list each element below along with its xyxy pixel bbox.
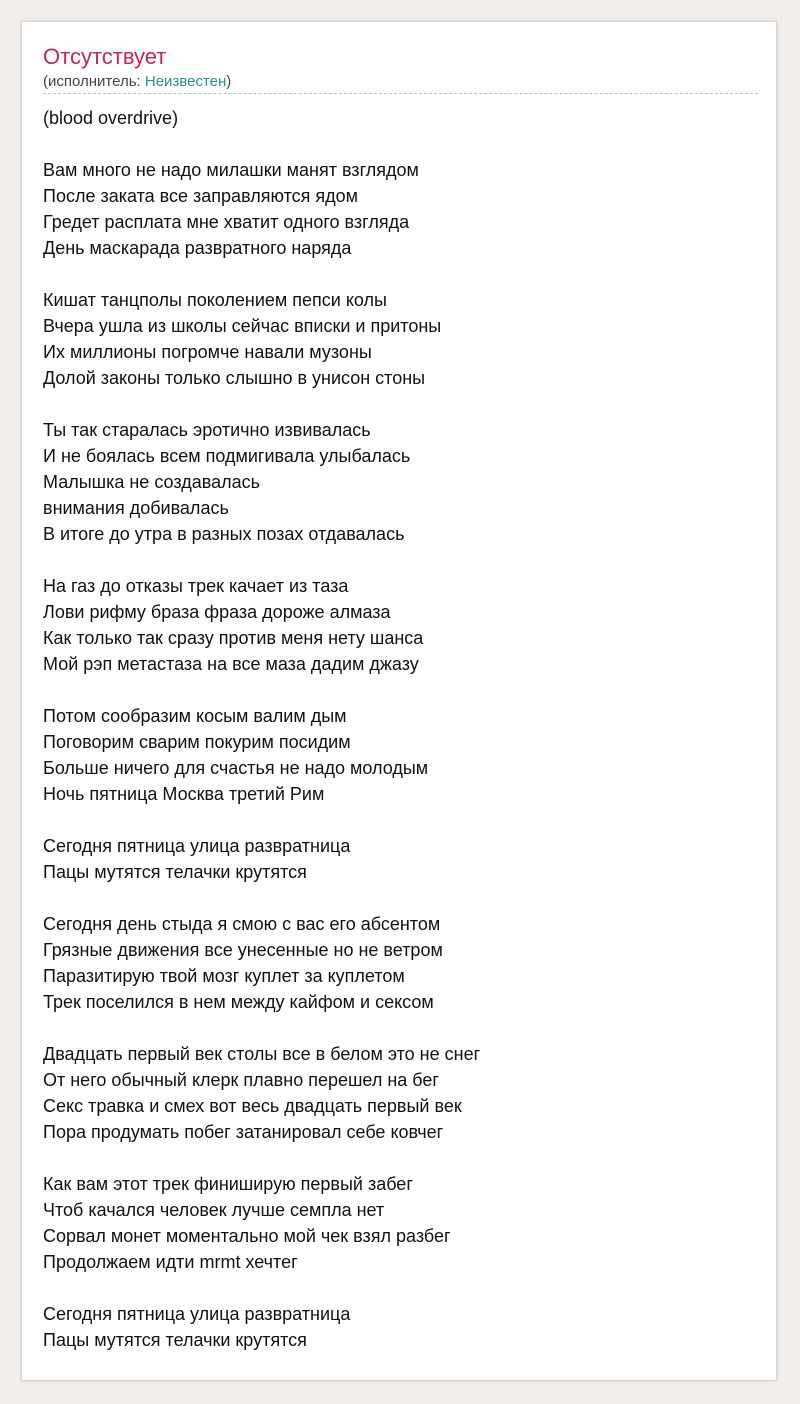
lyrics-line: Их миллионы погромче навали музоны: [43, 342, 372, 362]
lyrics-line: Двадцать первый век столы все в белом это не снег: [43, 1044, 481, 1064]
lyrics-line: И не боялась всем подмигивала улыбалась: [43, 446, 411, 466]
lyrics-line: Как вам этот трек финиширую первый забег: [43, 1174, 413, 1194]
lyrics-stanza: [43, 1041, 756, 1145]
lyrics-line: Ночь пятница Москва третий Рим: [43, 784, 325, 804]
lyrics-stanza: [43, 1171, 756, 1275]
lyrics-line: Лови рифму браза фраза дороже алмаза: [43, 602, 391, 622]
lyrics-line: Сегодня день стыда я смою с вас его абсентом: [43, 914, 441, 934]
lyrics-stanza: [43, 911, 756, 1015]
lyrics-line: Сорвал монет моментально мой чек взял разбег: [43, 1226, 451, 1246]
lyrics-stanza: [43, 157, 756, 261]
artist-line: [43, 73, 231, 91]
lyrics-line: Потом сообразим косым валим дым: [43, 706, 347, 726]
lyrics-line: Мой рэп метастаза на все маза дадим джазу: [43, 654, 419, 674]
lyrics-line: Вчера ушла из школы сейчас вписки и притоны: [43, 316, 442, 336]
lyrics-line: Больше ничего для счастья не надо молодым: [43, 758, 429, 778]
lyrics-stanza: [43, 1301, 756, 1353]
artist-link[interactable]: Неизвестен: [144, 73, 227, 90]
lyrics-line: Сегодня пятница улица развратница: [43, 1304, 351, 1324]
lyrics-line: Как только так сразу против меня нету шанса: [43, 628, 424, 648]
lyrics-stanza: [43, 833, 756, 885]
lyrics-line: Кишат танцполы поколением пепси колы: [43, 290, 387, 310]
lyrics-line: Пацы мутятся телачки крутятся: [43, 862, 307, 882]
lyrics-line: Гредет расплата мне хватит одного взгляда: [43, 212, 410, 232]
lyrics-line: В итоге до утра в разных позах отдавалась: [43, 524, 405, 544]
lyrics-card: [21, 21, 777, 1381]
lyrics-line: Ты так старалась эротично извивалась: [43, 420, 371, 440]
lyrics-stanza: [43, 573, 756, 677]
lyrics-line: внимания добивалась: [43, 498, 229, 518]
lyrics-line: Трек поселился в нем между кайфом и сексом: [43, 992, 434, 1012]
lyrics-line: Пора продумать побег затанировал себе ковчег: [43, 1122, 444, 1142]
lyrics-line: (blood overdrive): [43, 108, 179, 128]
lyrics-line: На газ до отказы трек качает из таза: [43, 576, 349, 596]
lyrics-stanza: [43, 703, 756, 807]
lyrics-line: День маскарада развратного наряда: [43, 238, 352, 258]
lyrics-text: [43, 105, 756, 1379]
lyrics-line: Поговорим сварим покурим посидим: [43, 732, 351, 752]
artist-prefix: (исполнитель:: [43, 73, 145, 90]
lyrics-stanza: [43, 417, 756, 547]
lyrics-line: Малышка не создавалась: [43, 472, 260, 492]
lyrics-line: От него обычный клерк плавно перешел на бег: [43, 1070, 439, 1090]
lyrics-stanza: [43, 105, 756, 131]
lyrics-stanza: [43, 287, 756, 391]
lyrics-line: Секс травка и смех вот весь двадцать первый век: [43, 1096, 462, 1116]
lyrics-line: После заката все заправляются ядом: [43, 186, 358, 206]
lyrics-line: Долой законы только слышно в унисон стоны: [43, 368, 426, 388]
lyrics-line: Вам много не надо милашки манят взглядом: [43, 160, 419, 180]
lyrics-line: Чтоб качался человек лучше семпла нет: [43, 1200, 385, 1220]
title-divider: [43, 93, 758, 94]
lyrics-line: Пацы мутятся телачки крутятся: [43, 1330, 307, 1350]
lyrics-line: Сегодня пятница улица развратница: [43, 836, 351, 856]
lyrics-line: Продолжаем идти mrmt хечтег: [43, 1252, 298, 1272]
song-title: Отсутствует: [43, 44, 167, 69]
lyrics-line: Паразитирую твой мозг куплет за куплетом: [43, 966, 405, 986]
artist-suffix: ): [226, 73, 232, 90]
lyrics-line: Грязные движения все унесенные но не ветром: [43, 940, 443, 960]
